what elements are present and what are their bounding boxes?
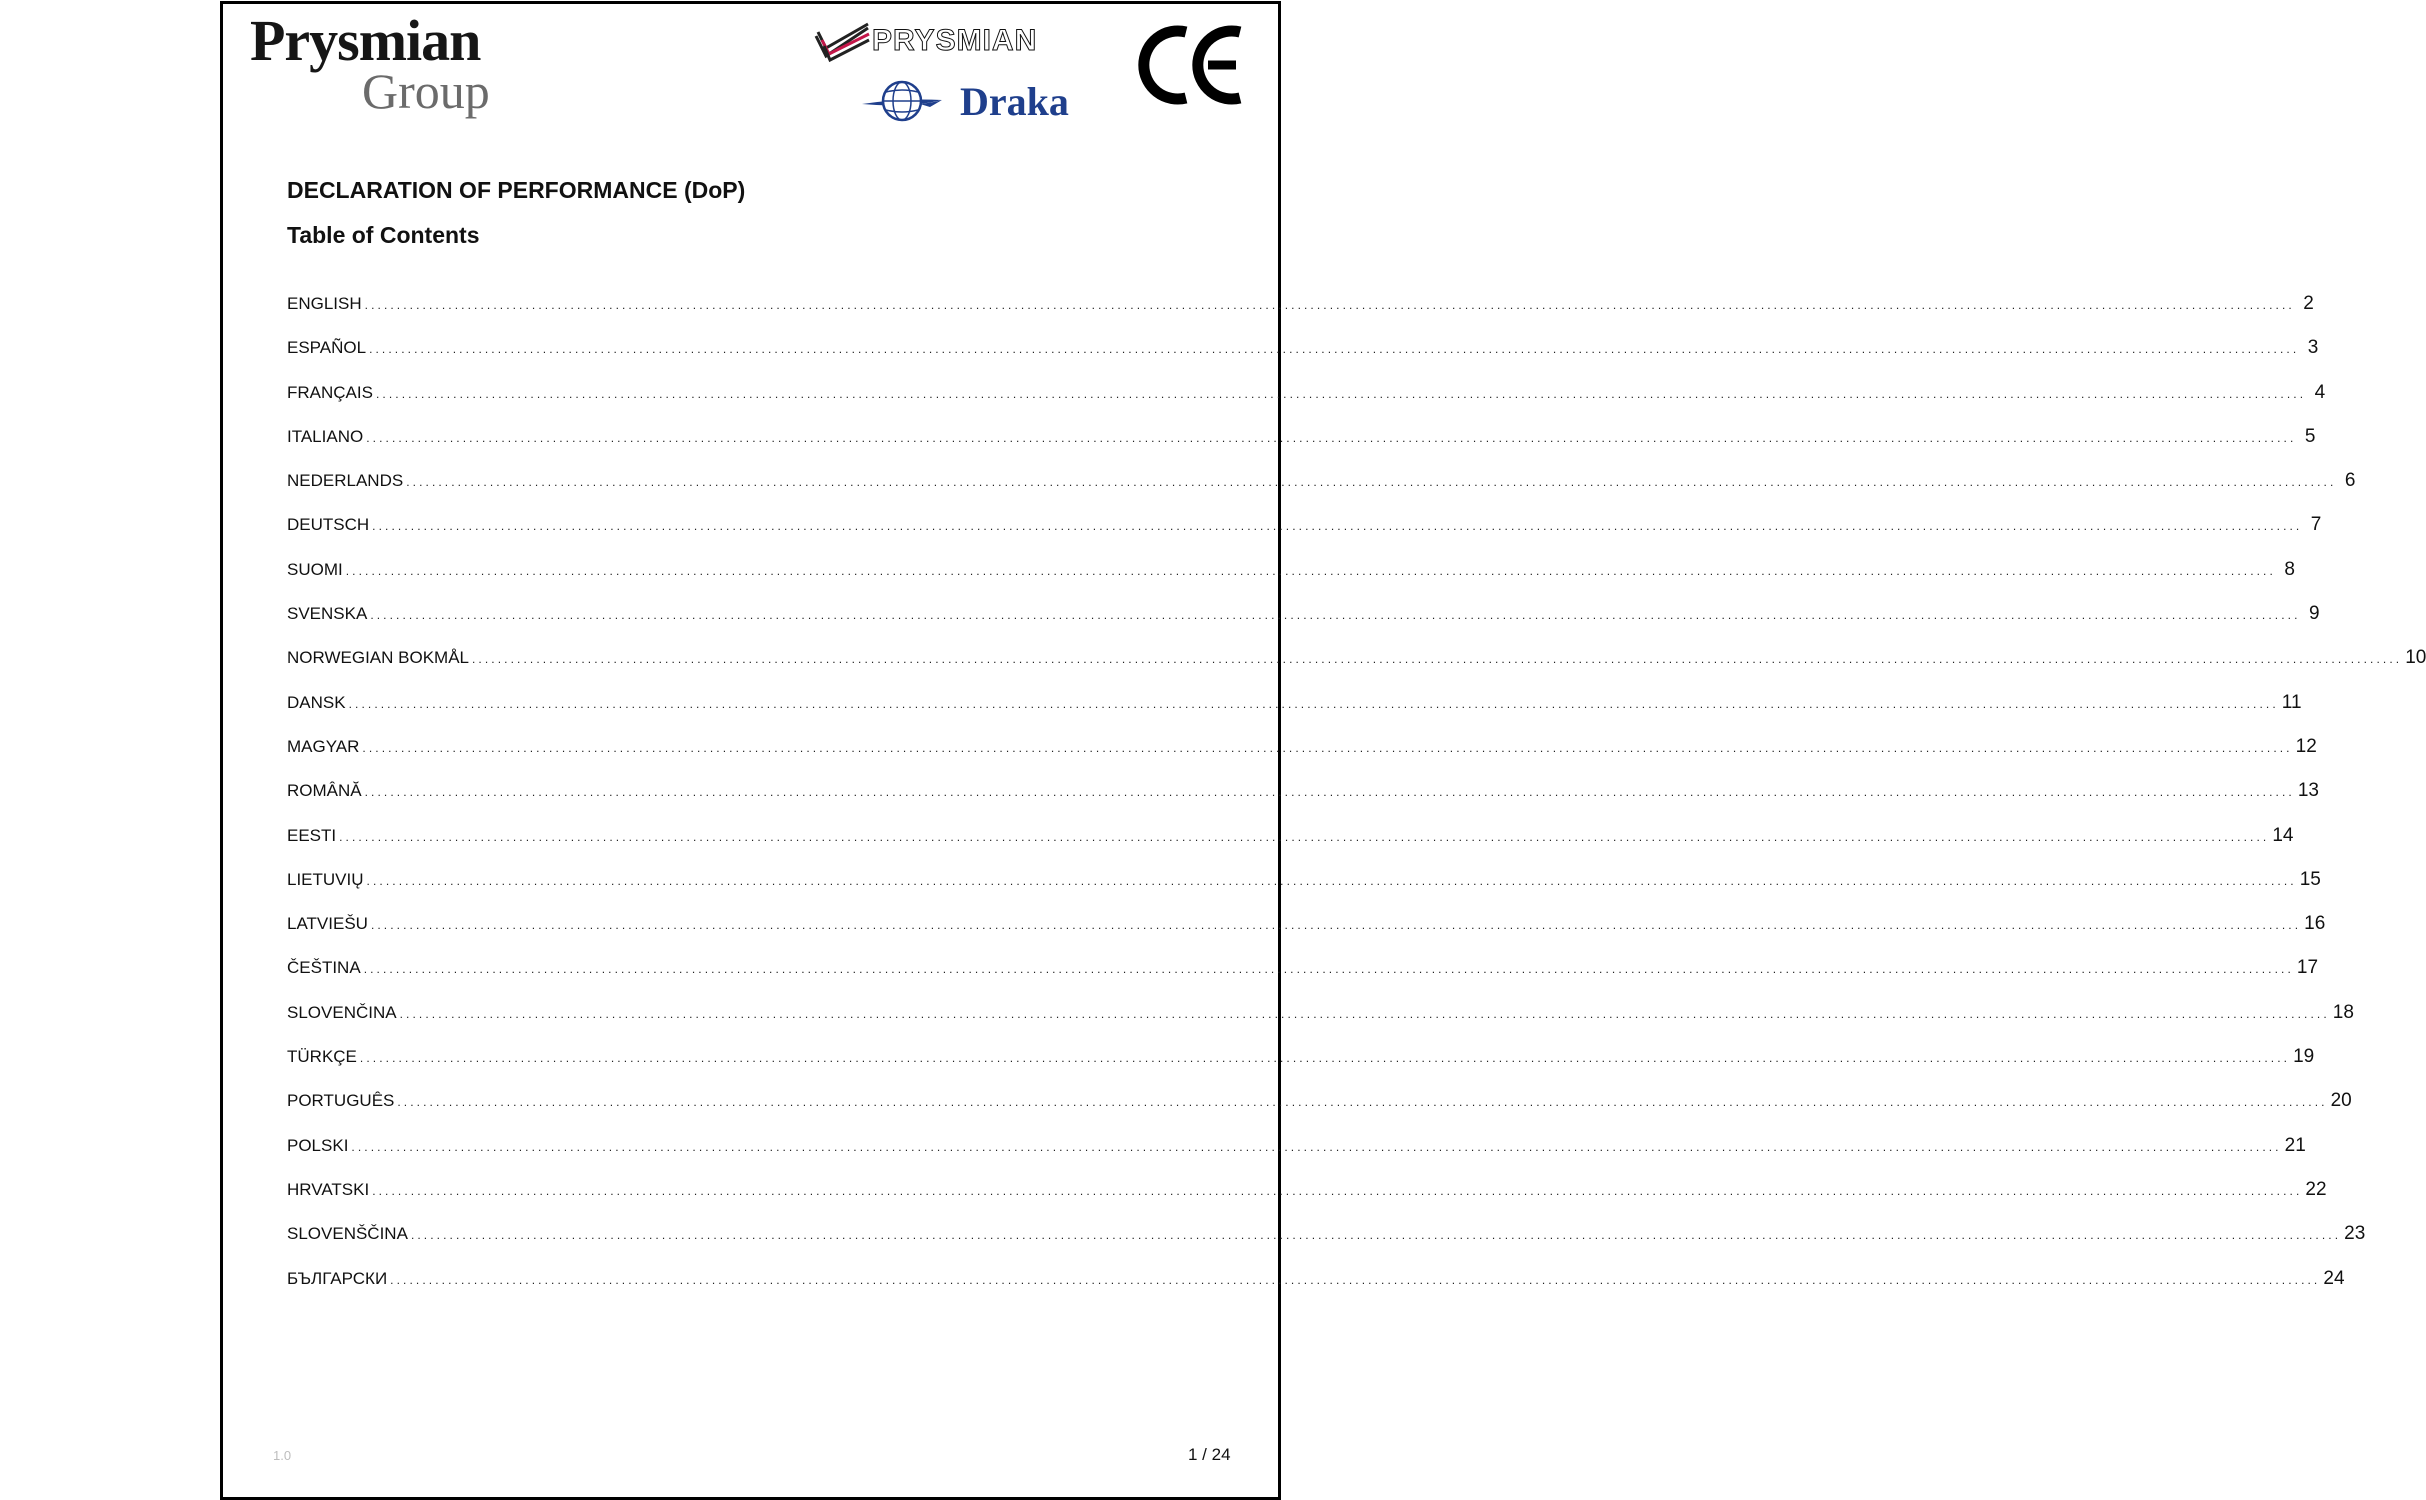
toc-entry[interactable]: [287, 957, 2319, 1001]
toc-entry-label: PORTUGUÊS: [287, 1091, 395, 1111]
toc-entry[interactable]: [287, 337, 2319, 381]
toc-dot-leader: ............................................................................................................................................................................................................................................................................................................: [359, 1051, 2291, 1066]
toc-entry-label: SLOVENŠČINA: [287, 1224, 408, 1244]
toc-entry-label: HRVATSKI: [287, 1179, 370, 1199]
toc-entry-page-number: 21: [2284, 1134, 2306, 1156]
toc-entry-page-number: 5: [2304, 425, 2316, 447]
toc-entry-page-number: 16: [2304, 913, 2326, 935]
toc-entry[interactable]: [287, 1090, 2352, 1134]
toc-entry-page-number: 18: [2332, 1001, 2354, 1023]
toc-entry-page-number: 3: [2307, 337, 2319, 359]
toc-dot-leader: ............................................................................................................................................................................................................................................................................................................: [364, 298, 2295, 312]
toc-entry[interactable]: [287, 647, 2426, 691]
draka-text: Draka: [960, 79, 1069, 124]
toc-dot-leader: ............................................................................................................................................................................................................................................................................................................: [363, 962, 2294, 977]
toc-entry[interactable]: [287, 913, 2326, 957]
toc-entry[interactable]: [287, 603, 2320, 647]
toc-entry-page-number: 4: [2314, 381, 2326, 403]
toc-entry-page-number: 22: [2305, 1178, 2327, 1200]
toc-dot-leader: ............................................................................................................................................................................................................................................................................................................: [370, 918, 2302, 933]
toc-entry-page-number: 24: [2323, 1267, 2345, 1289]
toc-entry-label: SVENSKA: [287, 604, 368, 624]
toc-entry-page-number: 6: [2344, 470, 2356, 492]
globe-icon: [860, 74, 960, 129]
ce-mark-icon: [1136, 24, 1246, 106]
toc-entry[interactable]: [287, 514, 2322, 558]
toc-dot-leader: ............................................................................................................................................................................................................................................................................................................: [372, 519, 2303, 534]
document-subtitle: Table of Contents: [287, 222, 480, 248]
toc-entry-page-number: 2: [2303, 293, 2314, 314]
toc-entry-page-number: 23: [2344, 1223, 2366, 1245]
toc-entry[interactable]: [287, 1223, 2366, 1267]
toc-entry-page-number: 11: [2281, 691, 2302, 713]
toc-entry-label: ENGLISH: [287, 294, 362, 313]
toc-entry[interactable]: [287, 425, 2316, 470]
toc-dot-leader: ............................................................................................................................................................................................................................................................................................................: [351, 1139, 2282, 1154]
toc-dot-leader: ............................................................................................................................................................................................................................................................................................................: [372, 1183, 2303, 1198]
toc-entry[interactable]: [287, 381, 2326, 426]
toc-entry-label: ČEŠTINA: [287, 958, 361, 978]
toc-dot-leader: ............................................................................................................................................................................................................................................................................................................: [348, 696, 2279, 711]
toc-entry-label: SUOMI: [287, 559, 343, 579]
toc-entry-label: LIETUVIŲ: [287, 869, 364, 889]
toc-entry-label: DANSK: [287, 692, 346, 712]
toc-dot-leader: ............................................................................................................................................................................................................................................................................................................: [364, 785, 2295, 800]
toc-entry-page-number: 7: [2310, 514, 2322, 536]
toc-entry[interactable]: [287, 1134, 2306, 1179]
toc-entry[interactable]: [287, 470, 2356, 514]
toc-dot-leader: ............................................................................................................................................................................................................................................................................................................: [397, 1095, 2328, 1110]
toc-dot-leader: ............................................................................................................................................................................................................................................................................................................: [375, 386, 2307, 401]
toc-entry-page-number: 17: [2296, 957, 2319, 979]
toc-entry-label: DEUTSCH: [287, 515, 370, 535]
toc-entry[interactable]: [287, 735, 2317, 780]
toc-entry[interactable]: [287, 293, 2314, 337]
toc-entry[interactable]: [287, 824, 2294, 869]
toc-entry[interactable]: [287, 1001, 2354, 1046]
prysmian-brand-text: PRYSMIAN: [872, 24, 1038, 57]
toc-dot-leader: ............................................................................................................................................................................................................................................................................................................: [339, 829, 2270, 844]
toc-entry-label: FRANÇAIS: [287, 382, 373, 402]
toc-entry[interactable]: [287, 1046, 2315, 1090]
toc-entry-label: POLSKI: [287, 1135, 349, 1155]
draka-logo: [860, 74, 1090, 129]
toc-dot-leader: ............................................................................................................................................................................................................................................................................................................: [362, 740, 2293, 755]
table-of-contents: [287, 293, 2426, 1312]
page-indicator: 1 / 24: [1188, 1445, 1231, 1464]
toc-entry-page-number: 12: [2295, 735, 2317, 757]
toc-entry-label: SLOVENČINA: [287, 1002, 397, 1022]
toc-entry[interactable]: [287, 691, 2302, 736]
toc-entry-page-number: 15: [2299, 868, 2321, 890]
prysmian-brand-logo: [812, 22, 1087, 72]
toc-entry-label: ROMÂNĂ: [287, 781, 362, 801]
document-title: DECLARATION OF PERFORMANCE (DoP): [287, 177, 746, 203]
prysmian-chevron-icon: [812, 22, 872, 72]
toc-entry[interactable]: [287, 1178, 2327, 1223]
toc-dot-leader: ............................................................................................................................................................................................................................................................................................................: [410, 1228, 2342, 1243]
toc-dot-leader: ............................................................................................................................................................................................................................................................................................................: [472, 652, 2403, 667]
toc-entry-page-number: 20: [2330, 1090, 2352, 1112]
toc-entry-page-number: 14: [2272, 824, 2294, 846]
toc-entry-page-number: 8: [2284, 558, 2295, 580]
toc-dot-leader: ............................................................................................................................................................................................................................................................................................................: [399, 1006, 2330, 1021]
toc-entry-page-number: 10: [2405, 647, 2426, 669]
toc-entry[interactable]: [287, 558, 2295, 603]
toc-entry-label: EESTI: [287, 825, 337, 845]
toc-entry[interactable]: [287, 780, 2319, 824]
toc-entry-label: MAGYAR: [287, 736, 360, 756]
document-version: 1.0: [273, 1448, 292, 1463]
toc-dot-leader: ............................................................................................................................................................................................................................................................................................................: [345, 563, 2276, 578]
toc-dot-leader: ............................................................................................................................................................................................................................................................................................................: [369, 342, 2300, 357]
toc-dot-leader: ............................................................................................................................................................................................................................................................................................................: [366, 430, 2297, 445]
toc-entry-label: NORWEGIAN BOKMÅL: [287, 648, 469, 668]
toc-entry-page-number: 13: [2297, 780, 2319, 802]
toc-entry-page-number: 9: [2308, 603, 2320, 625]
toc-dot-leader: ............................................................................................................................................................................................................................................................................................................: [370, 608, 2301, 623]
toc-entry-label: TÜRKÇE: [287, 1047, 357, 1067]
prysmian-group-logo: [250, 8, 505, 122]
toc-entry-label: LATVIEŠU: [287, 914, 368, 934]
toc-entry-label: БЪЛГАРСКИ: [287, 1268, 388, 1288]
toc-entry-label: ITALIANO: [287, 426, 364, 446]
prysmian-group-logo-word1: Prysmian: [250, 8, 481, 73]
toc-dot-leader: ............................................................................................................................................................................................................................................................................................................: [390, 1272, 2321, 1287]
toc-dot-leader: ............................................................................................................................................................................................................................................................................................................: [366, 873, 2297, 888]
toc-entry-page-number: 19: [2293, 1046, 2315, 1068]
toc-entry-label: NEDERLANDS: [287, 471, 404, 491]
toc-entry[interactable]: [287, 868, 2321, 913]
toc-entry[interactable]: [287, 1267, 2345, 1312]
toc-dot-leader: ............................................................................................................................................................................................................................................................................................................: [406, 475, 2337, 490]
toc-entry-label: ESPAÑOL: [287, 338, 367, 358]
prysmian-group-logo-word2: Group: [362, 63, 490, 119]
